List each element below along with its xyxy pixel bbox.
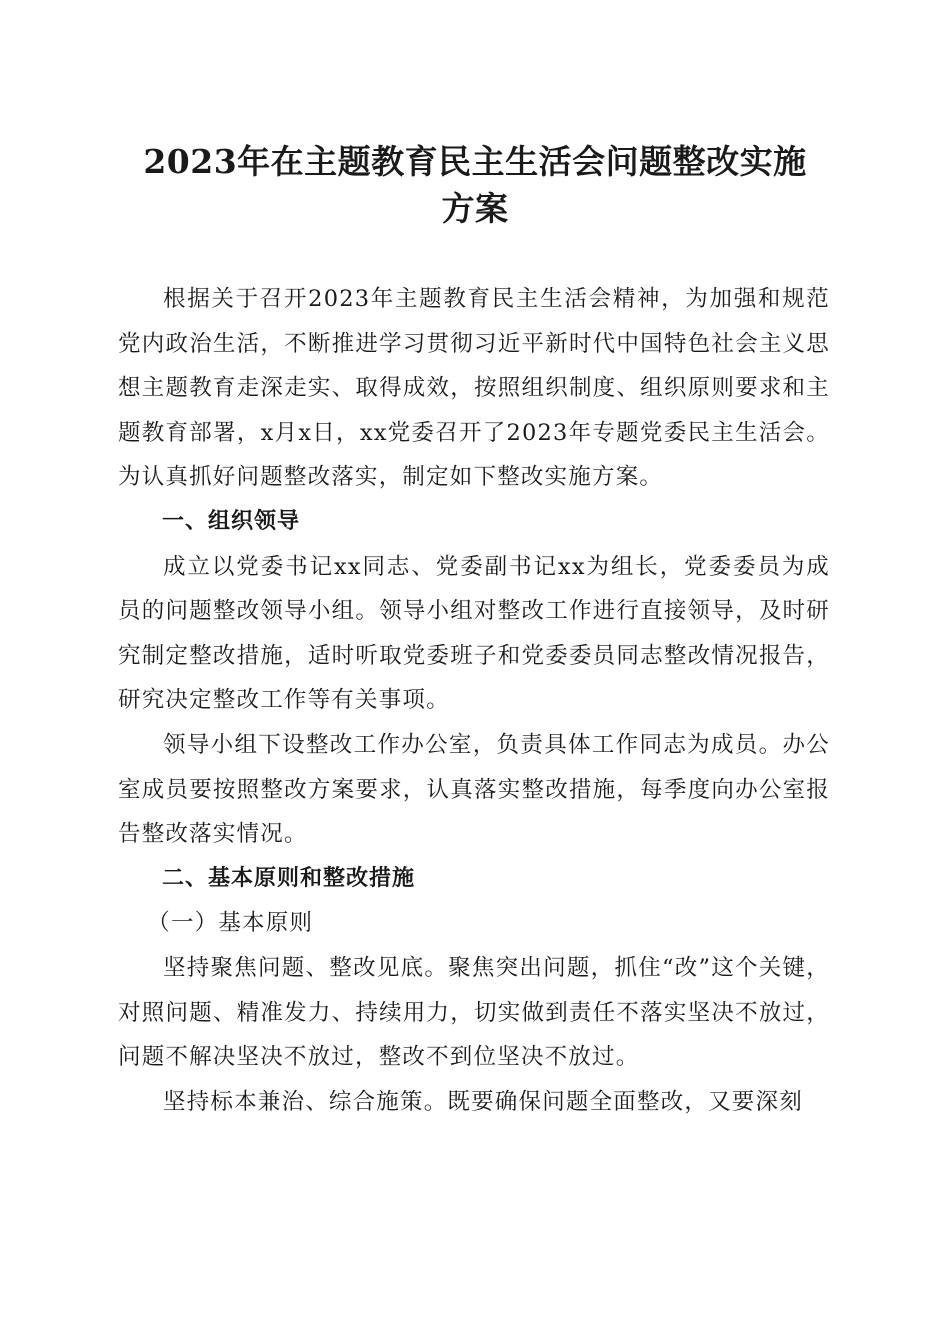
section-2-paragraph-1: 坚持聚焦问题、整改见底。聚焦突出问题，抓住“改”这个关键，对照问题、精准发力、持续用力，切实做到责任不落实坚决不放过，问题不解决坚决不放过，整改不到位坚决不放过。 — [118, 954, 830, 1071]
section-2-heading: 二、基本原则和整改措施 — [162, 865, 416, 891]
section-2-paragraph-2: 坚持标本兼治、综合施策。既要确保问题全面整改，又要深刻 — [163, 1088, 803, 1115]
title-line-1: 2023年在主题教育民主生活会问题整改实施 — [143, 142, 807, 181]
title-line-2: 方案 — [441, 189, 509, 228]
section-1-paragraph-1: 成立以党委书记xx同志、党委副书记xx为组长，党委委员为成员的问题整改领导小组。领导小组对整改工作进行直接领导，及时研究制定整改措施，适时听取党委班子和党委委员同志整改情况报告，研究决定整改工作等有关事项。 — [118, 553, 830, 714]
document-body — [118, 277, 830, 1124]
section-1-heading: 一、组织领导 — [162, 508, 301, 534]
intro-paragraph: 根据关于召开2023年主题教育民主生活会精神，为加强和规范党内政治生活，不断推进学习贯彻习近平新时代中国特色社会主义思想主题教育走深走实、取得成效，按照组织制度、组织原则要求和主题教育部署，x月x日，xx党委召开了2023年专题党委民主生活会。为认真抓好问题整改落实，制定如下整改实施方案。 — [118, 286, 830, 491]
section-2-subheading: （一）基本原则 — [147, 910, 314, 937]
section-1-paragraph-2: 领导小组下设整改工作办公室，负责具体工作同志为成员。办公室成员要按照整改方案要求，认真落实整改措施，每季度向办公室报告整改落实情况。 — [118, 731, 830, 848]
document-title — [100, 138, 850, 232]
